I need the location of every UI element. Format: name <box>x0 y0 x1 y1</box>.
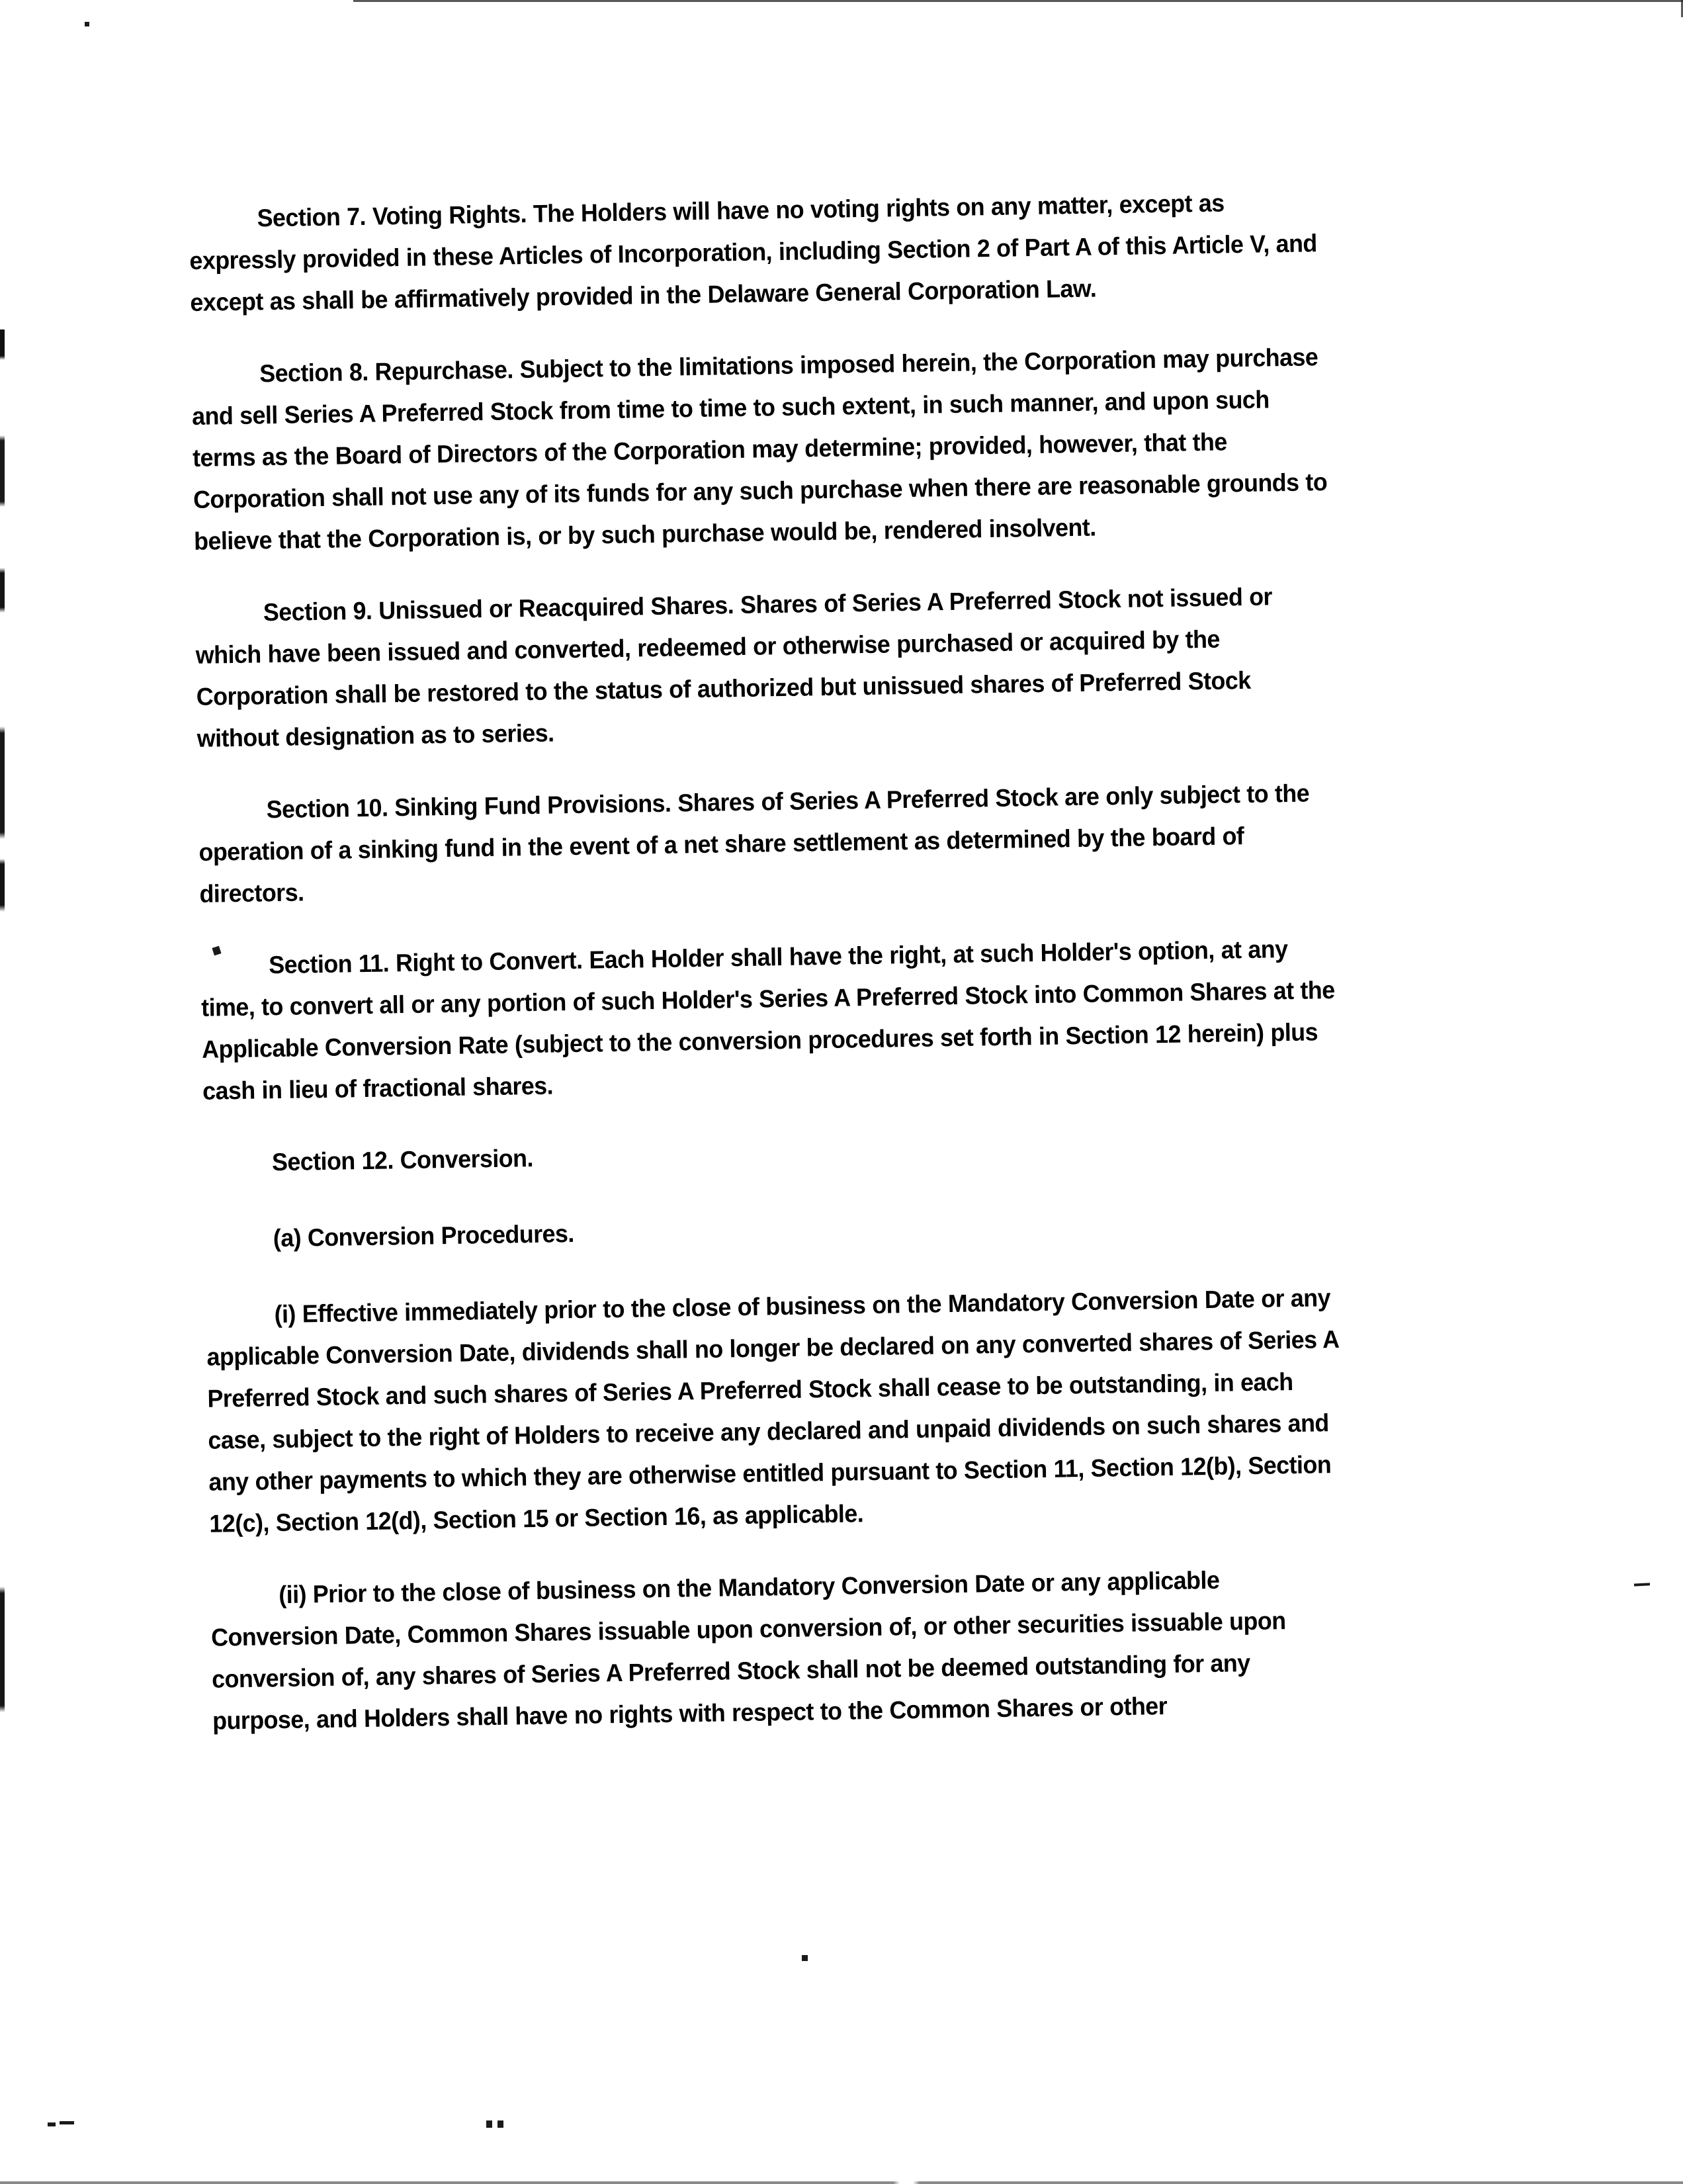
paragraph-section-12-heading <box>203 1125 1341 1184</box>
document-body <box>189 180 1404 1772</box>
paragraph-section-12a-i <box>206 1277 1347 1545</box>
paragraph-body: Each Holder shall have the right, at such Holder's option, at any time, to convert all or any portion of such Holder's Series A Preferred Stock into Common Shares at the Applicable Conversion Rate (subject to the conversion procedures set forth in Section 12 herein) plus cash in lieu of fractional shares. <box>200 935 1335 1105</box>
paragraph-body: Subject to the limitations imposed herein, the Corporation may purchase and sell Series A Preferred Stock from time to time to such extent, in such manner, and upon such terms as the Board of Directors of the Corporation may determine; provided, however, that the Corporation shall not use any of its funds for any such purchase when there are reasonable grounds to believe that the Corporation is, or by such purchase would be, rendered insolvent. <box>191 343 1328 555</box>
paragraph-section-8 <box>191 336 1332 562</box>
paragraph-lead: Section 11. Right to Convert. <box>269 945 583 979</box>
paragraph-section-12a-ii <box>210 1557 1350 1742</box>
paragraph-body: Shares of Series A Preferred Stock not issued or which have been issued and converted, redeemed or otherwise purchased or acquired by the Corporation shall be restored to the status of authorized but unissued shares of Preferred Stock without designation as to series. <box>195 582 1273 752</box>
paragraph-section-11 <box>200 928 1340 1112</box>
paragraph-lead: Section 8. Repurchase. <box>259 355 514 388</box>
paragraph-body: Shares of Series A Preferred Stock are only subject to the operation of a sinking fund in the event of a net share settlement as determined by the board of directors. <box>198 779 1310 908</box>
paragraph-section-7 <box>189 181 1328 324</box>
paragraph-lead: Section 12. Conversion. <box>271 1144 534 1176</box>
paragraph-section-10 <box>198 772 1337 915</box>
paragraph-body: The Holders will have no voting rights on any matter, except as expressly provided in these Articles of Incorporation, including Section 2 of Part A of this Article V, and except as shall be affirmatively provided in the Delaware General Corporation Law. <box>189 189 1318 316</box>
paragraph-lead: Section 9. Unissued or Reacquired Shares. <box>263 591 734 627</box>
paragraph-section-9 <box>194 575 1334 760</box>
paragraph-body: (ii) Prior to the close of business on the Mandatory Conversion Date or any applicable Conversion Date, Common Shares issuable upon conversion of, or other securities issuable upon conversion of, any shares of Series A Preferred Stock shall not be deemed outstanding for any purpose, and Holders shall have no rights with respect to the Common Shares or other <box>210 1565 1286 1735</box>
paragraph-body: (i) Effective immediately prior to the close of business on the Mandatory Conversion Date or any applicable Conversion Date, dividends shall no longer be declared on any converted shares of Series A Preferred Stock and such shares of Series A Preferred Stock shall cease to be outstanding, in each case, subject to the right of Holders to receive any declared and unpaid dividends on such shares and any other payments to which they are otherwise entitled pursuant to Section 11, Section 12(b), Section 12(c), Section 12(d), Section 15 or Section 16, as applicable. <box>206 1284 1339 1538</box>
paragraph-lead: (a) Conversion Procedures. <box>273 1219 575 1252</box>
paragraph-lead: Section 7. Voting Rights. <box>257 199 527 232</box>
paragraph-lead: Section 10. Sinking Fund Provisions. <box>266 789 671 824</box>
paragraph-section-12a-heading <box>204 1201 1342 1260</box>
